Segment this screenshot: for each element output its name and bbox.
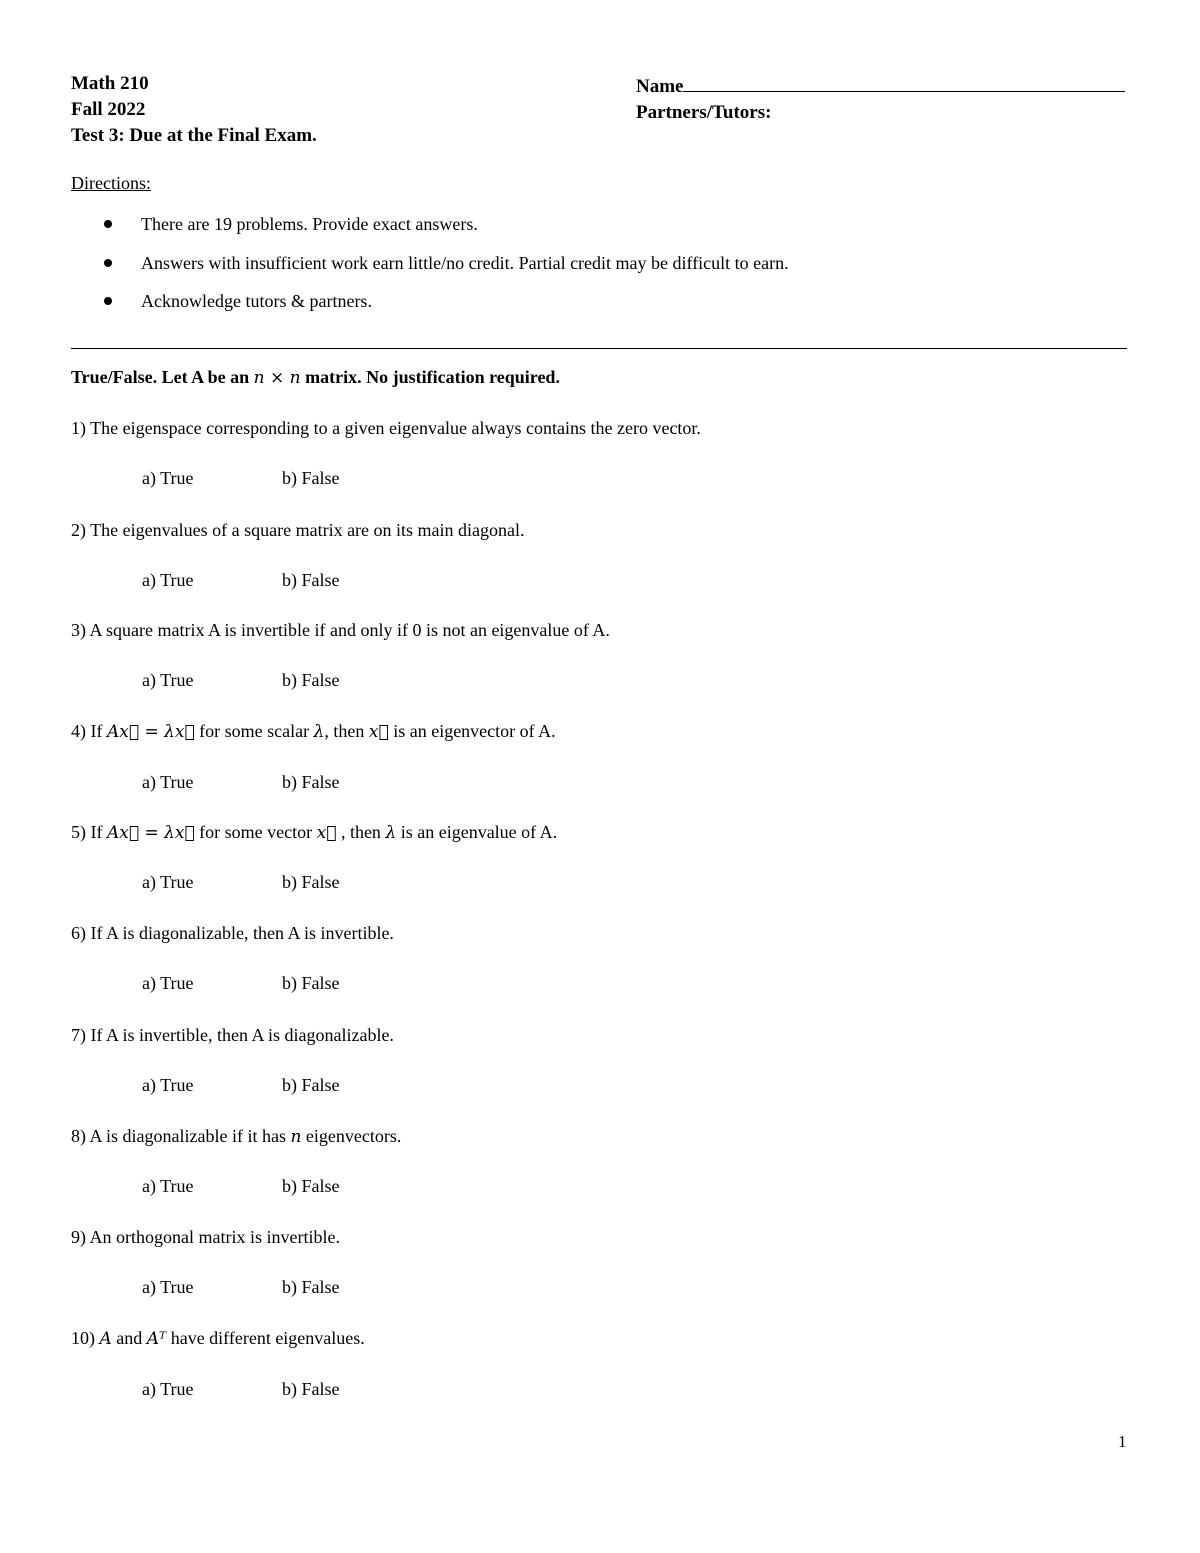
- list-item: [71, 244, 789, 283]
- section-title-text: True/False. Let A be an: [71, 367, 254, 387]
- course-title: Math 210: [71, 73, 149, 94]
- math-expression: x⃗: [316, 823, 337, 843]
- question-5: [71, 822, 557, 843]
- choice-true[interactable]: a) True: [142, 1176, 194, 1196]
- bullet-icon: [104, 259, 112, 267]
- choice-false[interactable]: b) False: [282, 1075, 340, 1095]
- math-expression: Ax⃗ = λx⃗: [106, 722, 195, 742]
- choice-false[interactable]: b) False: [282, 468, 340, 488]
- choice-true[interactable]: a) True: [142, 570, 194, 590]
- section-divider: [71, 348, 1127, 349]
- math-expression: Ax⃗ = λx⃗: [106, 823, 195, 843]
- question-7: 7) If A is invertible, then A is diagonalizable.: [71, 1025, 394, 1045]
- choices-1: [142, 468, 340, 489]
- choice-false[interactable]: b) False: [282, 772, 340, 792]
- choice-true[interactable]: a) True: [142, 1379, 194, 1399]
- choice-false[interactable]: b) False: [282, 570, 340, 590]
- choice-false[interactable]: b) False: [282, 1379, 340, 1399]
- choices-7: [142, 1075, 340, 1096]
- question-text: 4) If: [71, 721, 107, 741]
- page-number: 1: [1118, 1432, 1127, 1451]
- math-expression: A: [99, 1329, 112, 1349]
- choice-false[interactable]: b) False: [282, 1176, 340, 1196]
- question-text: for some scalar: [194, 721, 314, 741]
- choice-true[interactable]: a) True: [142, 1277, 194, 1297]
- choices-8: [142, 1176, 340, 1197]
- section-title-text-end: matrix. No justification required.: [300, 367, 560, 387]
- choice-false[interactable]: b) False: [282, 670, 340, 690]
- name-label: Name: [636, 76, 684, 97]
- question-text: is an eigenvector of A.: [388, 721, 556, 741]
- question-text: is an eigenvalue of A.: [396, 822, 558, 842]
- direction-text: Answers with insufficient work earn little/no credit. Partial credit may be difficult to earn.: [141, 252, 789, 273]
- question-text: for some vector: [194, 822, 317, 842]
- choices-5: [142, 872, 340, 893]
- directions-heading: Directions:: [71, 173, 151, 193]
- math-expression: λ: [385, 823, 397, 843]
- math-expression: λ: [313, 722, 325, 742]
- bullet-icon: [104, 220, 112, 228]
- student-info: [636, 71, 1125, 126]
- question-text: have different eigenvalues.: [166, 1328, 365, 1348]
- choice-false[interactable]: b) False: [282, 1277, 340, 1297]
- name-row: [636, 71, 1125, 100]
- question-1: 1) The eigenspace corresponding to a given eigenvalue always contains the zero vector.: [71, 418, 701, 438]
- course-header: [71, 71, 317, 149]
- math-expression: n: [290, 1127, 302, 1147]
- choices-6: [142, 973, 340, 994]
- partners-label: Partners/Tutors:: [636, 102, 772, 123]
- question-9: 9) An orthogonal matrix is invertible.: [71, 1227, 340, 1247]
- question-3: 3) A square matrix A is invertible if and only if 0 is not an eigenvalue of A.: [71, 620, 610, 640]
- math-expression: Aᵀ: [146, 1329, 167, 1349]
- term: Fall 2022: [71, 99, 146, 120]
- question-6: 6) If A is diagonalizable, then A is invertible.: [71, 923, 394, 943]
- question-8: [71, 1126, 401, 1147]
- choice-true[interactable]: a) True: [142, 772, 194, 792]
- question-text: and: [111, 1328, 147, 1348]
- list-item: [71, 205, 789, 244]
- test-title: Test 3: Due at the Final Exam.: [71, 125, 317, 146]
- bullet-icon: [104, 297, 112, 305]
- choices-10: [142, 1379, 340, 1400]
- question-text: 10): [71, 1328, 100, 1348]
- direction-text: There are 19 problems. Provide exact answers.: [141, 214, 478, 234]
- choice-true[interactable]: a) True: [142, 973, 194, 993]
- direction-text: Acknowledge tutors & partners.: [141, 291, 372, 311]
- choices-2: [142, 570, 340, 591]
- question-4: [71, 721, 556, 742]
- choice-false[interactable]: b) False: [282, 872, 340, 892]
- choice-true[interactable]: a) True: [142, 670, 194, 690]
- question-2: 2) The eigenvalues of a square matrix are on its main diagonal.: [71, 520, 525, 540]
- name-blank-line[interactable]: [683, 71, 1125, 92]
- question-10: [71, 1328, 365, 1349]
- question-text: , then: [336, 822, 386, 842]
- section-title: [71, 367, 560, 388]
- question-text: eigenvectors.: [301, 1126, 402, 1146]
- list-item: [71, 282, 789, 321]
- choice-true[interactable]: a) True: [142, 1075, 194, 1095]
- question-text: 8) A is diagonalizable if it has: [71, 1126, 291, 1146]
- choice-false[interactable]: b) False: [282, 973, 340, 993]
- question-text: 5) If: [71, 822, 107, 842]
- choices-9: [142, 1277, 340, 1298]
- choices-4: [142, 772, 340, 793]
- choices-3: [142, 670, 340, 691]
- directions-list: [71, 205, 789, 321]
- question-text: , then: [324, 721, 369, 741]
- choice-true[interactable]: a) True: [142, 872, 194, 892]
- choice-true[interactable]: a) True: [142, 468, 194, 488]
- section-title-math: n × n: [253, 368, 301, 388]
- math-expression: x⃗: [368, 722, 389, 742]
